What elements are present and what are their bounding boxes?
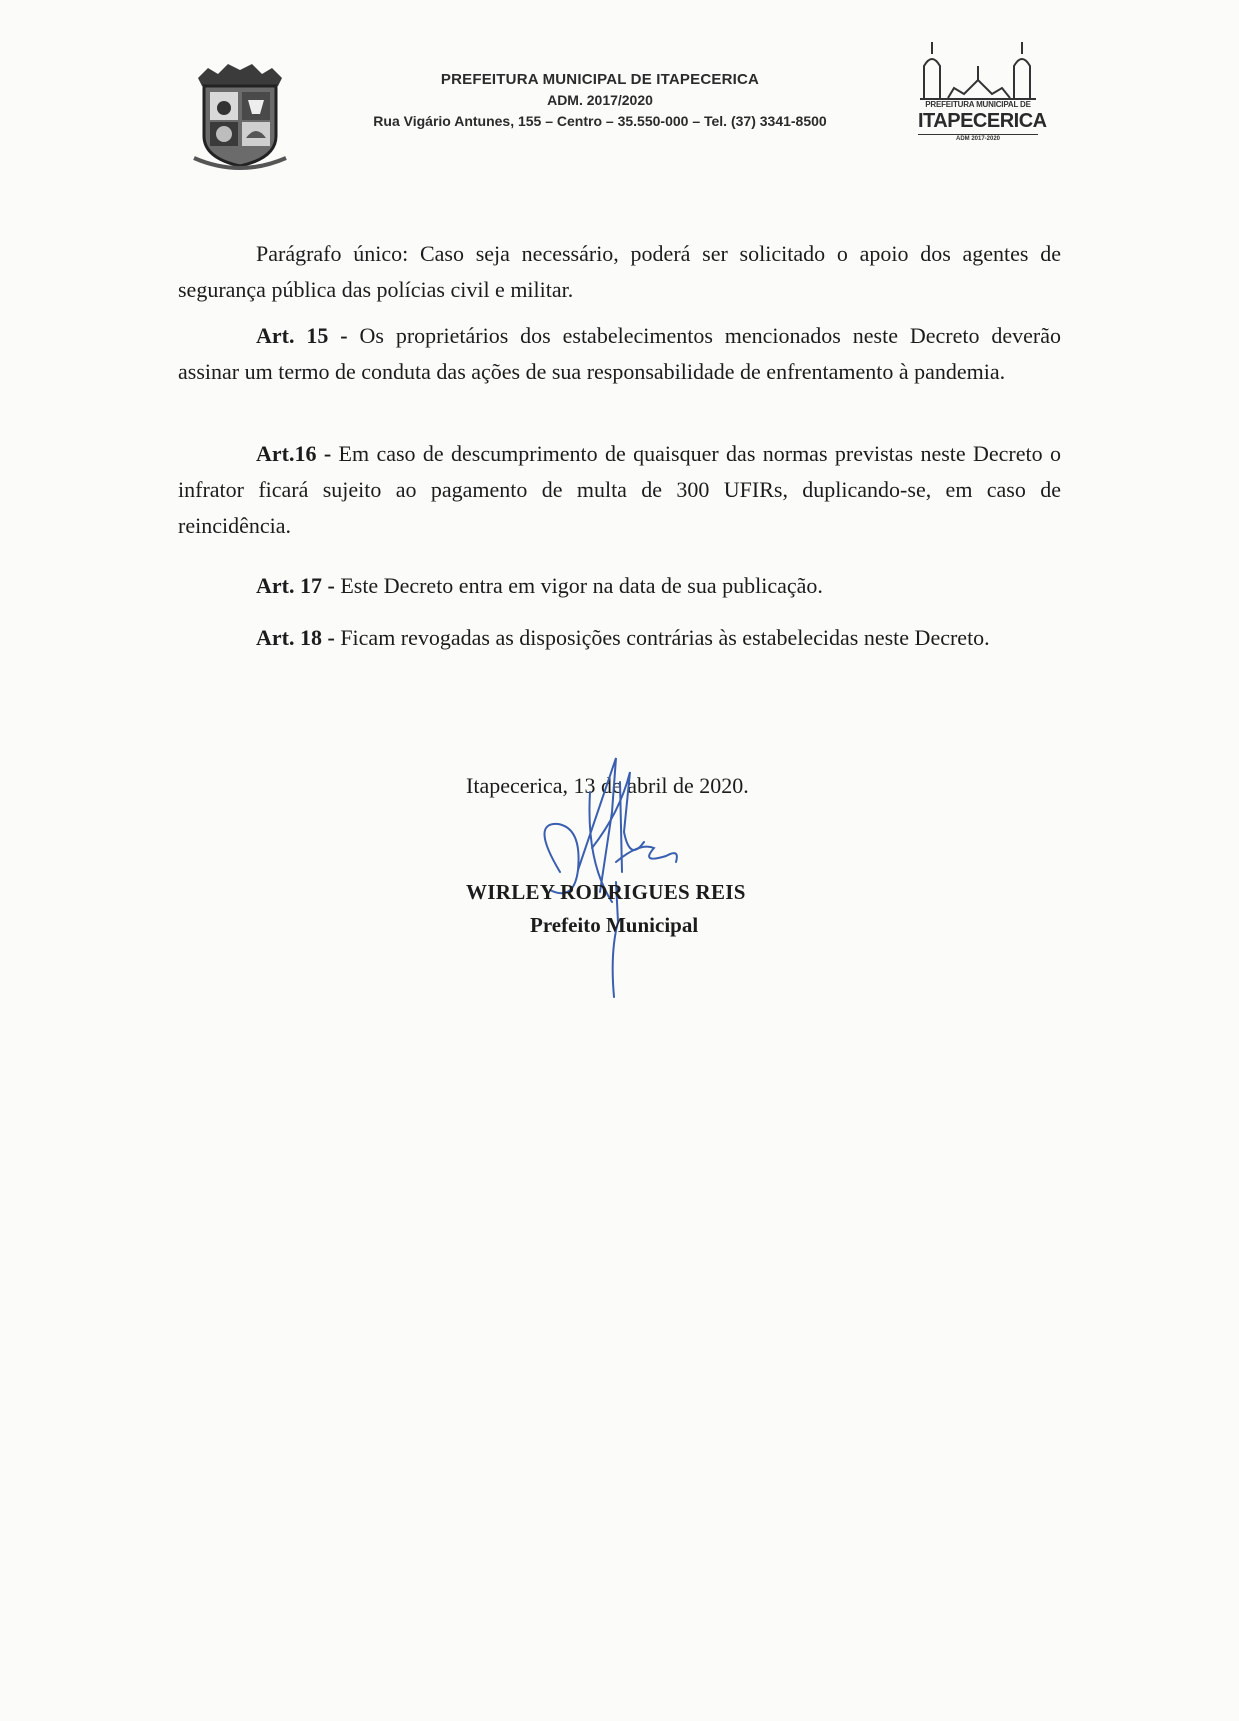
article-15-label: Art. 15 - (256, 323, 348, 348)
article-18-text: Ficam revogadas as disposições contrárias às estabelecidas neste Decreto. (334, 625, 990, 650)
article-18-label: Art. 18 - (256, 625, 335, 650)
article-16 (178, 436, 1061, 544)
letterhead-administration: ADM. 2017/2020 (547, 92, 653, 108)
article-18 (178, 620, 1061, 656)
letterhead (320, 70, 880, 132)
article-15-text: Os proprietários dos estabelecimentos mencionados neste Decreto deverão assinar um termo de conduta das ações de sua responsabilidade de enfrentamento à pandemia. (178, 323, 1061, 384)
signer-role: Prefeito Municipal (530, 913, 699, 937)
church-skyline-icon (918, 40, 1038, 102)
article-17-label: Art. 17 - (256, 573, 335, 598)
date-line: Itapecerica, 13 de abril de 2020. (466, 773, 749, 798)
municipal-crest-icon (190, 58, 290, 174)
logo-administration: ADM 2017-2020 (918, 134, 1038, 142)
article-17-text: Este Decreto entra em vigor na data de sua publicação. (334, 573, 823, 598)
logo-subtitle: PREFEITURA MUNICIPAL DE (925, 100, 1031, 109)
article-15 (178, 318, 1061, 390)
itapecerica-logo (918, 40, 1047, 150)
paragraph-unico-text: Parágrafo único: Caso seja necessário, poderá ser solicitado o apoio dos agentes de segurança pública das polícias civil e militar. (178, 241, 1061, 302)
paragraph-unico (178, 236, 1061, 308)
article-16-text: Em caso de descumprimento de quaisquer das normas previstas neste Decreto o infrator ficará sujeito ao pagamento de multa de 300 UFIRs, duplicando-se, em caso de reincidência. (178, 441, 1061, 538)
letterhead-title: PREFEITURA MUNICIPAL DE ITAPECERICA (440, 71, 760, 88)
letterhead-address: Rua Vigário Antunes, 155 – Centro – 35.550-000 – Tel. (37) 3341-8500 (373, 113, 827, 129)
signer-name: WIRLEY RODRIGUES REIS (466, 880, 746, 904)
article-16-label: Art.16 - (256, 441, 332, 466)
article-17 (178, 568, 1061, 604)
logo-name: ITAPECERICA (918, 110, 1047, 132)
